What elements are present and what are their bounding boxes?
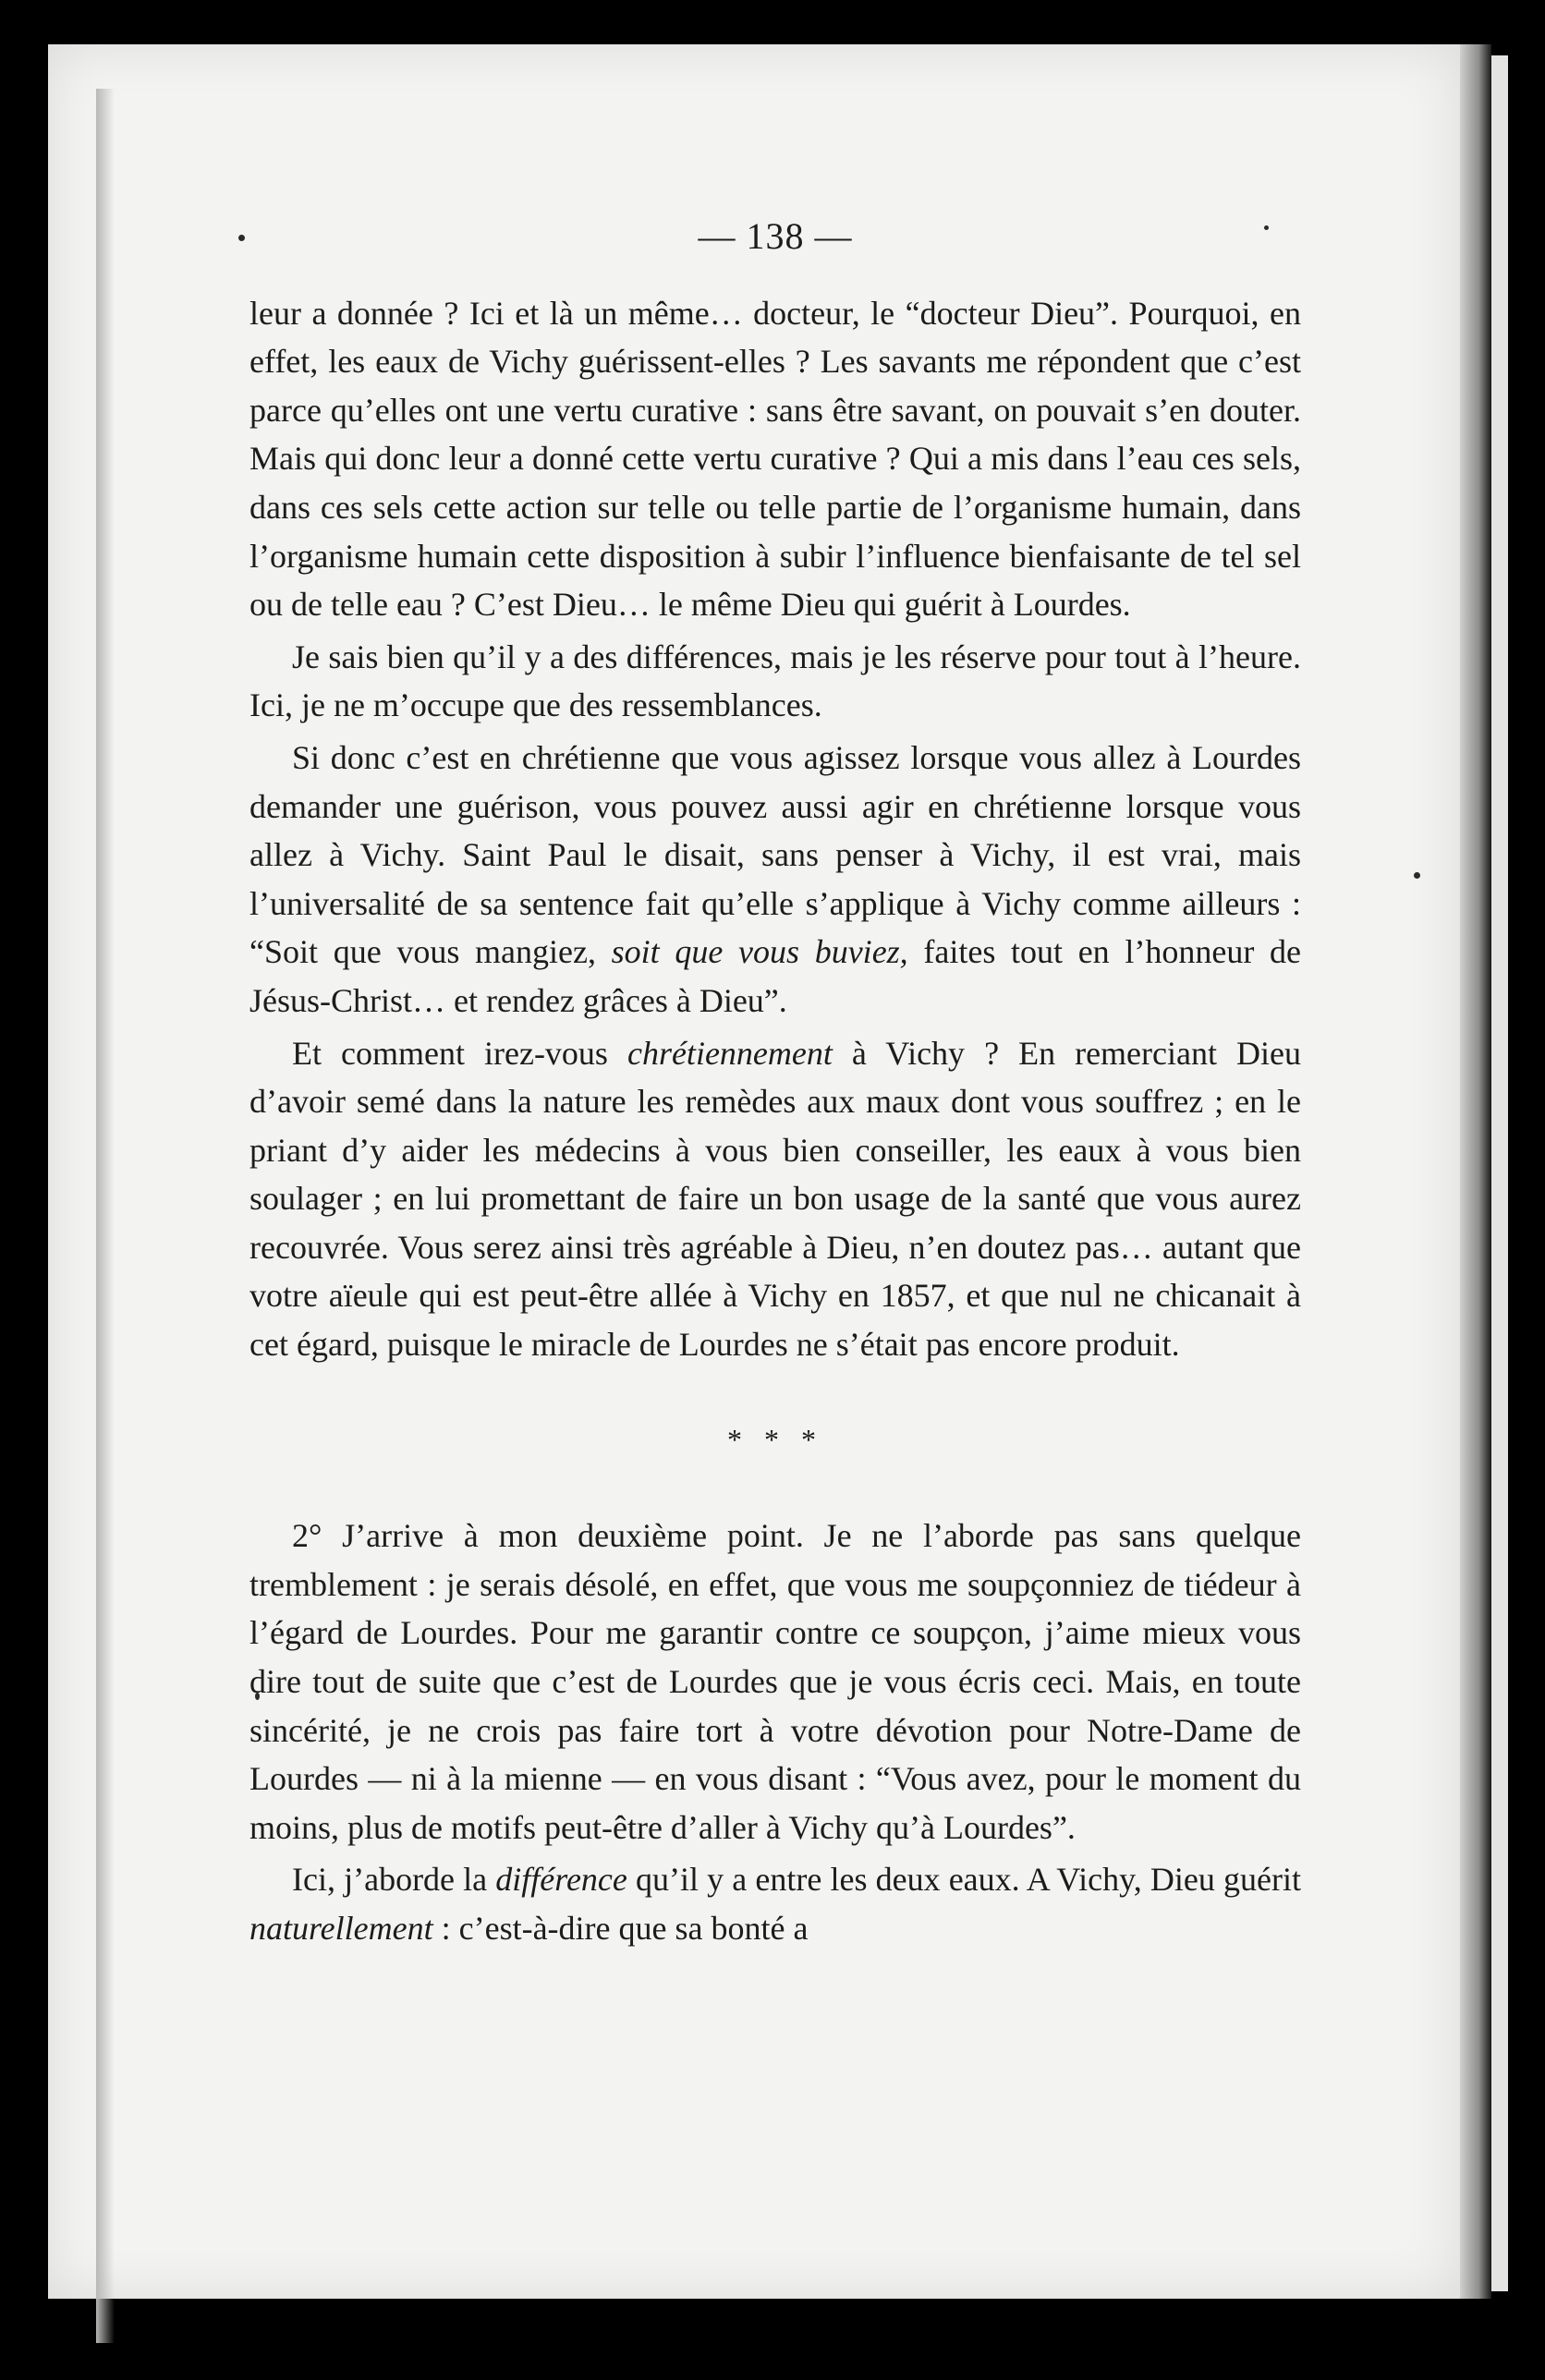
paragraphs-container	[249, 289, 1301, 1953]
paragraph-p4: Et comment irez-vous chrétiennement à Vichy ? En remerciant Dieu d’avoir semé dans la nature les remèdes aux maux dont vous souffrez ; en le priant d’y aider les médecins à vous bien conseiller, les eaux à vous bien soulager ; en lui promettant de faire un bon usage de la santé que vous aurez recouvrée. Vous serez ainsi très agréable à Dieu, n’en doutez pas… autant que votre aïeule qui est peut-être allée à Vichy en 1857, et que nul ne chicanait à cet égard, puisque le miracle de Lourdes ne s’était pas encore produit.	[249, 1034, 1301, 1364]
page-text-block	[249, 212, 1301, 1953]
italic-emphasis: soit que vous buviez,	[611, 933, 908, 971]
scan-speck	[238, 235, 245, 241]
italic-emphasis: différence	[495, 1861, 627, 1899]
page-gutter-shadow	[96, 89, 115, 2343]
page-edge-right	[1460, 44, 1491, 2299]
paragraph-p6: Ici, j’aborde la différence qu’il y a entre les deux eaux. A Vichy, Dieu guérit naturellement : c’est-à-dire que sa bonté a	[249, 1861, 1301, 1947]
italic-emphasis: chrétiennement	[627, 1034, 833, 1072]
paragraph-p1: leur a donnée ? Ici et là un même… docteur, le “docteur Dieu”. Pourquoi, en effet, les eaux de Vichy guérissent-elles ? Les savants me répondent que c’est parce qu’elles ont une vertu curative : sans être savant, on pouvait s’en douter. Mais qui donc leur a donné cette vertu curative ? Qui a mis dans l’eau ces sels, dans ces sels cette action sur telle ou telle partie de l’organisme humain, dans l’organisme humain cette disposition à subir l’influence bienfaisante de tel sel ou de telle eau ? C’est Dieu… le même Dieu qui guérit à Lourdes.	[249, 294, 1301, 624]
section-separator: * * *	[727, 1422, 823, 1456]
paragraph-p2: Je sais bien qu’il y a des différences, mais je les réserve pour tout à l’heure. Ici, je ne m’occupe que des ressemblances.	[249, 638, 1301, 724]
italic-emphasis: naturellement	[249, 1910, 433, 1947]
page-number: — 138 —	[698, 215, 853, 257]
paragraph-p3: Si donc c’est en chrétienne que vous agissez lorsque vous allez à Lourdes demander une guérison, vous pouvez aussi agir en chrétienne lorsque vous allez à Vichy. Saint Paul le disait, sans penser à Vichy, il est vrai, mais l’universalité de sa sentence fait qu’elle s’applique à Vichy comme ailleurs : “Soit que vous mangiez, soit que vous buviez, faites tout en l’honneur de Jésus-Christ… et rendez grâces à Dieu”.	[249, 738, 1301, 1019]
facing-page-edge	[1491, 55, 1508, 2291]
scan-speck	[1414, 872, 1420, 879]
paragraph-p5: 2° J’arrive à mon deuxième point. Je ne l’aborde pas sans quelque tremblement : je serais désolé, en effet, que vous me soupçonniez de tiédeur à l’égard de Lourdes. Pour me garantir contre ce soupçon, j’aime mieux vous dire tout de suite que c’est de Lourdes que je vous écris ceci. Mais, en toute sincérité, je ne crois pas faire tort à votre dévotion pour Notre-Dame de Lourdes — ni à la mienne — en vous disant : “Vous avez, pour le moment du moins, plus de motifs peut-être d’aller à Vichy qu’à Lourdes”.	[249, 1517, 1301, 1846]
